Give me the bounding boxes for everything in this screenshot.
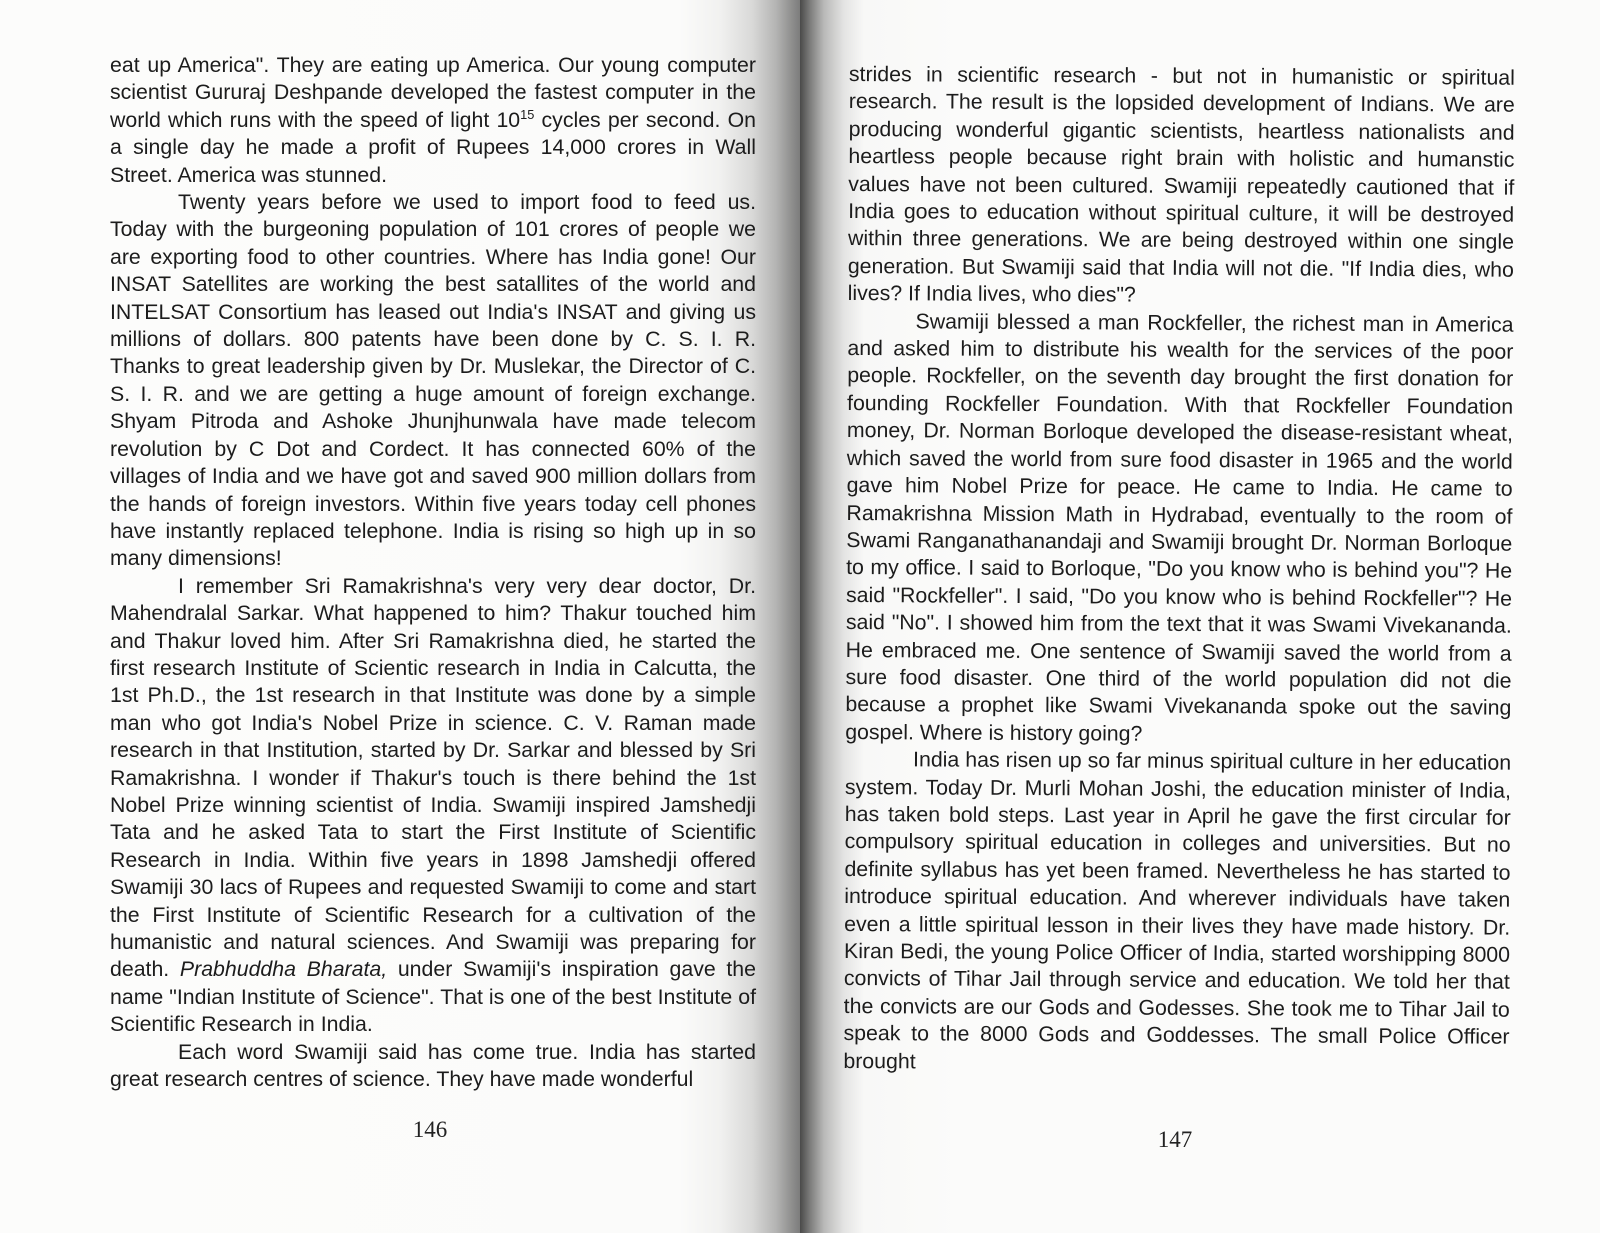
italic-text: Prabhuddha Bharata, [179,957,388,982]
text-run: India has risen up so far minus spiritual culture in her education system. Today Dr. Murli Mohan Joshi, the education minister of India, has taken bold steps. Last year in April he gave the first circular for compulsory spiritual education in colleges and universities. But no definite syllabus has yet been framed. Nevertheless he has started to introduce spiritual education. And wherever individuals have taken even a little spiritual lesson in their lives they have made history. Dr. Kiran Bedi, the young Police Officer of India, started worshipping 8000 convicts of Tihar Jail through service and education. We told her that the convicts are our Gods and Godesses. She took me to Tihar Jail to speak to the 8000 Gods and Goddesses. The small Police Officer brought [843,747,1512,1074]
right-page [800,0,1600,1233]
left-page-number: 146 [412,1117,448,1142]
paragraph [110,1039,756,1094]
paragraph [843,746,1511,1079]
right-page-body [843,61,1515,1079]
paragraph [848,61,1515,311]
left-page-body [110,52,756,1093]
text-run: I remember Sri Ramakrishna's very very dear doctor, Dr. Mahendralal Sarkar. What happened to him? Thakur touched him and Thakur loved him. After Sri Ramakrishna died, he started the first research Institute of Scientic research in India in Calcutta, the 1st Ph.D., the 1st research in that Institute was done by a simple man who got India's Nobel Prize in science. C. V. Raman made research in that Institution, started by Dr. Sarkar and blessed by Sri Ramakrishna. I wonder if Thakur's touch is there behind the 1st Nobel Prize winning scientist of India. Swamiji inspired Jamshedji Tata and he asked Tata to start the First Institute of Scientific Research in India. Within five years in 1898 Jamshedji offered Swamiji 30 lacs of Rupees and requested Swamiji to come and start the First Institute of Scientific Research for a cultivation of the humanistic and natural sciences. And Swamiji was preparing for death. [110,573,756,982]
text-run: strides in scientific research - but not in humanistic or spiritual research. The result is the lopsided development of Indians. We are producing wonderful gigantic scientists, heartless nationalists and heartless people because right brain with holistic and humanstic values have not been cultured. Swamiji repeatedly cautioned that if India goes to education without spiritual culture, it will be destroyed within three generations. We are being destroyed within one single generation. But Swamiji said that India will not die. "If India dies, who lives? If India lives, who dies"? [847,61,1515,307]
text-run: under Swamiji's inspiration gave the name "Indian Institute of Science". That is one of the best Institute of Scientific Research in India. [110,957,756,1037]
text-run: eat up America". They are eating up America. Our young computer scientist Gururaj Deshpande developed the fastest computer in the world which runs with the speed of light 10 [110,53,756,132]
right-page-number: 147 [1157,1127,1193,1152]
paragraph [110,52,756,189]
paragraph [110,573,756,1039]
text-run: Swamiji blessed a man Rockfeller, the richest man in America and asked him to distribute his wealth for the services of the poor people. Rockfeller, on the seventh day brought the first donation for founding Rockfeller Foundation. With that Rockfeller Foundation money, Dr. Norman Borloque developed the disease-resistant wheat, which saved the world from sure food disaster in 1965 and the world gave him Nobel Prize for peace. He came to India. He came to Ramakrishna Mission Math in Hydrabad, eventually to the room of Swami Ranganathanandaji and Swamiji brought Dr. Norman Borloque to my office. I said to Borloque, "Do you know who is behind you"? He said "Rockfeller". I said, "Do you know who is behind Rockfeller"? He said "No". I showed him from the text that it was Swami Vivekananda. He embraced me. One sentence of Swamiji saved the world from a sure food disaster. One third of the world population did not die because a prophet like Swami Vivekananda spoke out the saving gospel. Where is history going? [845,309,1514,746]
text-run: Twenty years before we used to import food to feed us. Today with the burgeoning population of 101 crores of people we are exporting food to other countries. Where has India gone! Our INSAT Satellites are working the best satallites of the world and INTELSAT Consortium has leased out India's INSAT and giving us millions of dollars. 800 patents have been done by C. S. I. R. Thanks to great leadership given by Dr. Muslekar, the Director of C. S. I. R. and we are getting a huge amount of foreign exchange. Shyam Pitroda and Ashoke Jhunjhunwala have made telecom revolution by C Dot and Cordect. It has connected 60% of the villages of India and we have got and saved 900 million dollars from the hands of foreign investors. Within five years today cell phones have instantly replaced telephone. India is rising so high up in so many dimensions! [110,190,756,571]
paragraph [110,189,756,573]
paragraph [845,308,1513,750]
text-run: Each word Swamiji said has come true. India has started great research centres of science. They have made wonderful [110,1039,756,1092]
superscript: 15 [520,106,535,122]
text-run: cycles per second. On a single day he made a profit of Rupees 14,000 crores in Wall Street. America was stunned. [110,107,756,187]
